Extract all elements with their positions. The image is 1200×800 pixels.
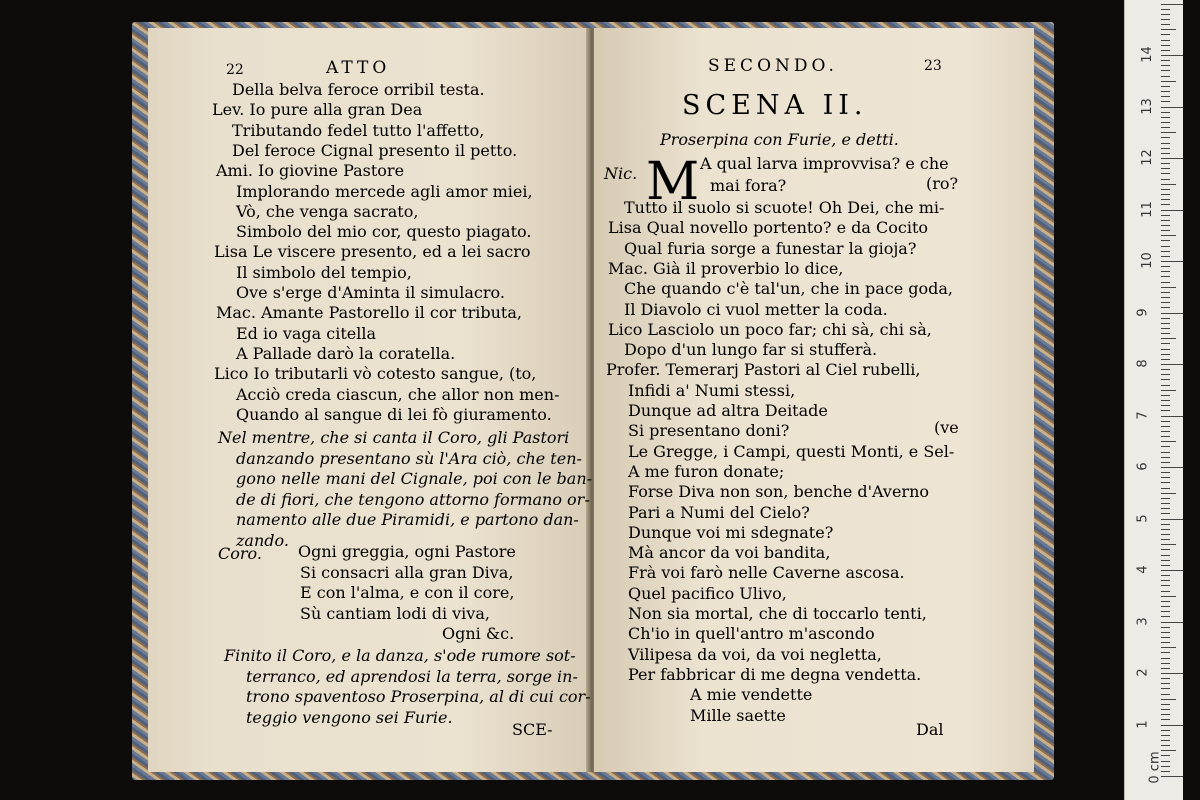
ruler-tick bbox=[1161, 591, 1170, 592]
ruler-tick bbox=[1161, 122, 1170, 123]
right-verse-line: Dunque ad altra Deitade bbox=[628, 401, 828, 420]
chorus-line: Si consacri alla gran Diva, bbox=[300, 562, 514, 582]
chorus-line: E con l'alma, e con il core, bbox=[300, 583, 515, 602]
ruler-tick bbox=[1161, 565, 1170, 566]
ruler-tick bbox=[1161, 452, 1170, 453]
ruler-tick bbox=[1161, 189, 1170, 190]
catchword-right: Dal bbox=[916, 720, 944, 739]
ruler-tick bbox=[1161, 148, 1170, 149]
right-verse-line: Quel pacifico Ulivo, bbox=[628, 583, 787, 603]
right-verse-line: Pari a Numi del Cielo? bbox=[628, 502, 810, 522]
ruler-tick bbox=[1161, 493, 1176, 494]
ruler-tick bbox=[1161, 441, 1176, 442]
ruler-tick bbox=[1161, 107, 1183, 108]
right-verse-line: Profer. Temerarj Pastori al Ciel rubelli, bbox=[606, 360, 921, 380]
ruler-tick bbox=[1161, 338, 1176, 339]
ruler-tick bbox=[1161, 745, 1170, 746]
ruler-tick bbox=[1161, 349, 1170, 350]
stage-direction-line: zando. bbox=[236, 530, 289, 550]
closing-direction-line: trono spaventoso Proserpina, al di cui cor- bbox=[246, 687, 591, 706]
stage-direction-line: gono nelle mani del Cignale, poi con le ban- bbox=[236, 469, 593, 488]
ruler-tick bbox=[1161, 524, 1170, 525]
ruler-tick bbox=[1161, 271, 1170, 272]
ruler-tick bbox=[1161, 750, 1176, 751]
ruler-tick bbox=[1161, 112, 1170, 113]
left-verse-line: Simbolo del mio cor, questo piagato. bbox=[236, 222, 532, 242]
ruler-tick bbox=[1161, 343, 1170, 344]
ruler-tick bbox=[1161, 55, 1183, 56]
opening-line-3: (ro? bbox=[926, 174, 959, 193]
ruler-number: 8 bbox=[1135, 359, 1151, 368]
speaker-nic: Nic. bbox=[604, 164, 638, 183]
chorus-label: Coro. bbox=[218, 544, 262, 563]
ruler-tick bbox=[1161, 199, 1170, 200]
ruler-tick bbox=[1161, 143, 1170, 144]
stage-direction-line: namento alle due Piramidi, e partono dan- bbox=[236, 510, 579, 529]
ruler-tick bbox=[1161, 91, 1170, 92]
ruler-tick bbox=[1161, 215, 1170, 216]
ruler-tick bbox=[1161, 776, 1183, 777]
ruler-tick bbox=[1161, 740, 1170, 741]
running-header-right: SECONDO. bbox=[708, 56, 838, 76]
ruler-tick bbox=[1161, 421, 1170, 422]
right-verse-line: Non sia mortal, che di toccarlo tenti, bbox=[628, 604, 927, 623]
left-verse-line: Implorando mercede agli amor miei, bbox=[236, 181, 533, 201]
ruler-tick bbox=[1161, 101, 1170, 102]
measuring-ruler bbox=[1124, 0, 1183, 800]
left-verse-line: Della belva feroce orribil testa. bbox=[232, 80, 485, 99]
ruler-tick bbox=[1161, 513, 1170, 514]
ruler-tick bbox=[1161, 45, 1170, 46]
ruler-tick bbox=[1161, 529, 1170, 530]
chorus-line: Sù cantiam lodi di viva, bbox=[300, 603, 490, 623]
ruler-tick bbox=[1161, 318, 1170, 319]
left-verse-line: Lisa Le viscere presento, ed a lei sacro bbox=[214, 242, 531, 262]
ruler-tick bbox=[1161, 668, 1170, 669]
right-verse-line: Lico Lasciolo un poco far; chi sà, chi sà, bbox=[608, 319, 932, 339]
ruler-number: 13 bbox=[1139, 97, 1155, 115]
ruler-tick bbox=[1161, 4, 1183, 5]
ruler-tick bbox=[1161, 596, 1176, 597]
ruler-tick bbox=[1161, 137, 1170, 138]
drop-capital: M bbox=[646, 152, 700, 212]
right-verse-line: Che quando c'è tal'un, che in pace goda, bbox=[624, 279, 953, 299]
ruler-tick bbox=[1161, 163, 1170, 164]
ruler-tick bbox=[1161, 658, 1170, 659]
ruler-tick bbox=[1161, 70, 1170, 71]
ruler-tick bbox=[1161, 508, 1170, 509]
left-verse-line: A Pallade darò la coratella. bbox=[236, 343, 456, 363]
ruler-tick bbox=[1161, 204, 1170, 205]
ruler-number: 14 bbox=[1139, 46, 1155, 63]
chorus-line: Ogni greggia, ogni Pastore bbox=[298, 542, 516, 561]
ruler-tick bbox=[1161, 390, 1176, 391]
ruler-tick bbox=[1161, 503, 1170, 504]
ruler-tick bbox=[1161, 168, 1170, 169]
ruler-tick bbox=[1161, 19, 1170, 20]
ruler-tick bbox=[1161, 719, 1170, 720]
right-verse-line: Tutto il suolo si scuote! Oh Dei, che mi- bbox=[624, 198, 945, 217]
left-verse-line: Del feroce Cignal presento il petto. bbox=[232, 140, 518, 160]
ruler-tick bbox=[1161, 60, 1170, 61]
right-verse-line: Frà voi farò nelle Caverne ascosa. bbox=[628, 563, 905, 583]
ruler-tick bbox=[1161, 313, 1183, 314]
left-verse-line: Lev. Io pure alla gran Dea bbox=[212, 100, 423, 120]
ruler-tick bbox=[1161, 704, 1170, 705]
ruler-tick bbox=[1161, 132, 1176, 133]
right-verse-line: A mie vendette bbox=[690, 685, 813, 705]
ruler-tick bbox=[1161, 24, 1170, 25]
ruler-tick bbox=[1161, 333, 1170, 334]
ruler-tick bbox=[1161, 457, 1170, 458]
ruler-tick bbox=[1161, 328, 1170, 329]
ruler-tick bbox=[1161, 694, 1170, 695]
ruler-tick bbox=[1161, 184, 1176, 185]
ruler-tick bbox=[1161, 462, 1170, 463]
ruler-tick bbox=[1161, 544, 1176, 545]
ruler-tick bbox=[1161, 410, 1170, 411]
ruler-tick bbox=[1161, 251, 1170, 252]
right-verse-line: Dopo d'un lungo far si stufferà. bbox=[624, 340, 878, 360]
left-verse-line: Lico Io tributarli vò cotesto sangue, (to, bbox=[214, 364, 537, 384]
opening-line-2: mai fora? bbox=[710, 176, 787, 195]
right-verse-line: Infidi a' Numi stessi, bbox=[628, 380, 796, 400]
catchword-left: SCE- bbox=[512, 720, 553, 739]
ruler-tick bbox=[1161, 240, 1170, 241]
ruler-tick bbox=[1161, 127, 1170, 128]
ruler-number: 7 bbox=[1135, 410, 1151, 420]
ruler-tick bbox=[1161, 611, 1170, 612]
ruler-tick bbox=[1161, 235, 1176, 236]
margin-continuation: (ve bbox=[934, 418, 959, 437]
right-verse-line: Mille saette bbox=[690, 705, 786, 725]
ruler-number: 4 bbox=[1135, 565, 1151, 574]
ruler-number: 6 bbox=[1135, 462, 1151, 471]
ruler-tick bbox=[1161, 364, 1183, 365]
ruler-tick bbox=[1161, 482, 1170, 483]
ruler-tick bbox=[1161, 287, 1176, 288]
ruler-tick bbox=[1161, 14, 1170, 15]
stage-direction-line: de di fiori, che tengono attorno formano or- bbox=[236, 489, 590, 509]
ruler-tick bbox=[1161, 117, 1170, 118]
ruler-tick bbox=[1161, 673, 1183, 674]
left-verse-line: Quando al sangue di lei fò giuramento. bbox=[236, 404, 552, 424]
page-number-left: 22 bbox=[226, 62, 244, 78]
ruler-tick bbox=[1161, 539, 1170, 540]
right-verse-line: Lisa Qual novello portento? e da Cocito bbox=[608, 218, 929, 238]
ruler-tick bbox=[1161, 282, 1170, 283]
ruler-tick bbox=[1161, 735, 1170, 736]
ruler-tick bbox=[1161, 374, 1170, 375]
ruler-tick bbox=[1161, 714, 1170, 715]
left-verse-line: Ove s'erge d'Aminta il simulacro. bbox=[236, 283, 505, 302]
ruler-tick bbox=[1161, 292, 1170, 293]
ruler-tick bbox=[1161, 323, 1170, 324]
ruler-tick bbox=[1161, 431, 1170, 432]
right-verse-line: Qual furia sorge a funestar la gioja? bbox=[624, 238, 917, 258]
chorus-line: Ogni &c. bbox=[442, 624, 515, 643]
ruler-tick bbox=[1161, 488, 1170, 489]
ruler-tick bbox=[1161, 637, 1170, 638]
ruler-tick bbox=[1161, 642, 1170, 643]
ruler-number: 1 bbox=[1135, 719, 1151, 729]
right-verse-line: Ch'io in quell'antro m'ascondo bbox=[628, 624, 875, 644]
ruler-tick bbox=[1161, 606, 1170, 607]
stage-direction-line: danzando presentano sù l'Ara ciò, che ten- bbox=[236, 448, 582, 468]
ruler-tick bbox=[1161, 580, 1170, 581]
ruler-tick bbox=[1161, 519, 1183, 520]
ruler-tick bbox=[1161, 616, 1170, 617]
scene-title: SCENA II. bbox=[682, 90, 868, 121]
ruler-tick bbox=[1161, 276, 1170, 277]
ruler-tick bbox=[1161, 50, 1170, 51]
ruler-number: 12 bbox=[1139, 149, 1155, 166]
ruler-tick bbox=[1161, 354, 1170, 355]
ruler-tick bbox=[1161, 40, 1170, 41]
scene-characters: Proserpina con Furie, e detti. bbox=[660, 130, 899, 149]
ruler-tick bbox=[1161, 385, 1170, 386]
ruler-tick bbox=[1161, 256, 1170, 257]
ruler-tick bbox=[1161, 400, 1170, 401]
page-number-right: 23 bbox=[924, 58, 942, 74]
ruler-tick bbox=[1161, 652, 1170, 653]
ruler-tick bbox=[1161, 534, 1170, 535]
left-verse-line: Mac. Amante Pastorello il cor tributa, bbox=[216, 303, 522, 323]
ruler-tick bbox=[1161, 683, 1170, 684]
ruler-tick bbox=[1161, 446, 1170, 447]
ruler-tick bbox=[1161, 194, 1170, 195]
right-verse-line: Forse Diva non son, benche d'Averno bbox=[628, 482, 930, 502]
ruler-tick bbox=[1161, 709, 1170, 710]
ruler-tick bbox=[1161, 647, 1176, 648]
left-verse-line: Ami. Io giovine Pastore bbox=[216, 161, 405, 181]
ruler-tick bbox=[1161, 601, 1170, 602]
right-verse-line: Per fabbricar di me degna vendetta. bbox=[628, 664, 922, 684]
ruler-number: 3 bbox=[1135, 616, 1151, 626]
ruler-tick bbox=[1161, 570, 1183, 571]
ruler-number: 2 bbox=[1135, 668, 1151, 677]
ruler-tick bbox=[1161, 179, 1170, 180]
ruler-tick bbox=[1161, 426, 1170, 427]
ruler-tick bbox=[1161, 210, 1183, 211]
ruler-tick bbox=[1161, 96, 1170, 97]
ruler-tick bbox=[1161, 173, 1170, 174]
ruler-tick bbox=[1161, 678, 1170, 679]
ruler-tick bbox=[1161, 230, 1170, 231]
left-verse-line: Vò, che venga sacrato, bbox=[236, 201, 419, 221]
ruler-tick bbox=[1161, 555, 1170, 556]
opening-line-1: A qual larva improvvisa? e che bbox=[700, 154, 949, 173]
right-verse-line: A me furon donate; bbox=[628, 461, 785, 481]
ruler-tick bbox=[1161, 467, 1183, 468]
ruler-zero-label: 0 cm bbox=[1147, 751, 1163, 784]
ruler-tick bbox=[1161, 76, 1170, 77]
ruler-tick bbox=[1161, 472, 1170, 473]
ruler-tick bbox=[1161, 477, 1170, 478]
ruler-tick bbox=[1161, 29, 1176, 30]
ruler-tick bbox=[1161, 622, 1183, 623]
running-header-left: ATTO bbox=[326, 58, 391, 78]
ruler-tick bbox=[1161, 560, 1170, 561]
ruler-tick bbox=[1161, 663, 1170, 664]
ruler-tick bbox=[1161, 436, 1170, 437]
right-verse-line: Le Gregge, i Campi, questi Monti, e Sel- bbox=[628, 441, 955, 461]
ruler-tick bbox=[1161, 261, 1183, 262]
ruler-tick bbox=[1161, 585, 1170, 586]
ruler-tick bbox=[1161, 9, 1170, 10]
left-verse-line: Ed io vaga citella bbox=[236, 323, 377, 343]
ruler-tick bbox=[1161, 297, 1170, 298]
right-verse-line: Dunque voi mi sdegnate? bbox=[628, 522, 834, 542]
ruler-tick bbox=[1161, 725, 1183, 726]
ruler-tick bbox=[1161, 405, 1170, 406]
ruler-tick bbox=[1161, 307, 1170, 308]
ruler-tick bbox=[1161, 81, 1176, 82]
ruler-tick bbox=[1161, 575, 1170, 576]
ruler-tick bbox=[1161, 266, 1170, 267]
ruler-tick bbox=[1161, 416, 1183, 417]
ruler-tick bbox=[1161, 369, 1170, 370]
ruler-number: 11 bbox=[1139, 200, 1155, 218]
ruler-tick bbox=[1161, 730, 1170, 731]
ruler-tick bbox=[1161, 699, 1176, 700]
right-verse-line: Il Diavolo ci vuol metter la coda. bbox=[624, 299, 888, 319]
ruler-tick bbox=[1161, 632, 1170, 633]
closing-direction-line: terranco, ed aprendosi la terra, sorge in- bbox=[246, 666, 578, 686]
ruler-tick bbox=[1161, 86, 1170, 87]
ruler-tick bbox=[1161, 549, 1170, 550]
left-verse-line: Tributando fedel tutto l'affetto, bbox=[232, 120, 485, 140]
ruler-tick bbox=[1161, 395, 1170, 396]
ruler-number: 10 bbox=[1139, 252, 1155, 269]
ruler-tick bbox=[1161, 627, 1170, 628]
ruler-tick bbox=[1161, 225, 1170, 226]
ruler-tick bbox=[1161, 498, 1170, 499]
left-verse-line: Acciò creda ciascun, che allor non men- bbox=[236, 384, 560, 404]
closing-direction-line: teggio vengono sei Furie. bbox=[246, 707, 453, 727]
closing-direction-line: Finito il Coro, e la danza, s'ode rumore sot- bbox=[224, 646, 576, 665]
ruler-tick bbox=[1161, 688, 1170, 689]
ruler-tick bbox=[1161, 379, 1170, 380]
ruler-tick bbox=[1161, 246, 1170, 247]
right-verse-line: Mà ancor da voi bandita, bbox=[628, 543, 831, 563]
ruler-tick bbox=[1161, 220, 1170, 221]
ruler-number: 9 bbox=[1135, 307, 1151, 317]
ruler-tick bbox=[1161, 158, 1183, 159]
stage-direction-line: Nel mentre, che si canta il Coro, gli Pastori bbox=[218, 428, 570, 447]
ruler-tick bbox=[1161, 302, 1170, 303]
right-verse-line: Vilipesa da voi, da voi negletta, bbox=[628, 644, 882, 664]
ruler-tick bbox=[1161, 153, 1170, 154]
left-verse-line: Il simbolo del tempio, bbox=[236, 262, 412, 282]
ruler-number: 5 bbox=[1135, 513, 1151, 523]
right-verse-line: Si presentano doni? bbox=[628, 421, 790, 441]
ruler-tick bbox=[1161, 359, 1170, 360]
right-verse-line: Mac. Già il proverbio lo dice, bbox=[608, 258, 844, 278]
ruler-tick bbox=[1161, 65, 1170, 66]
ruler-tick bbox=[1161, 34, 1170, 35]
